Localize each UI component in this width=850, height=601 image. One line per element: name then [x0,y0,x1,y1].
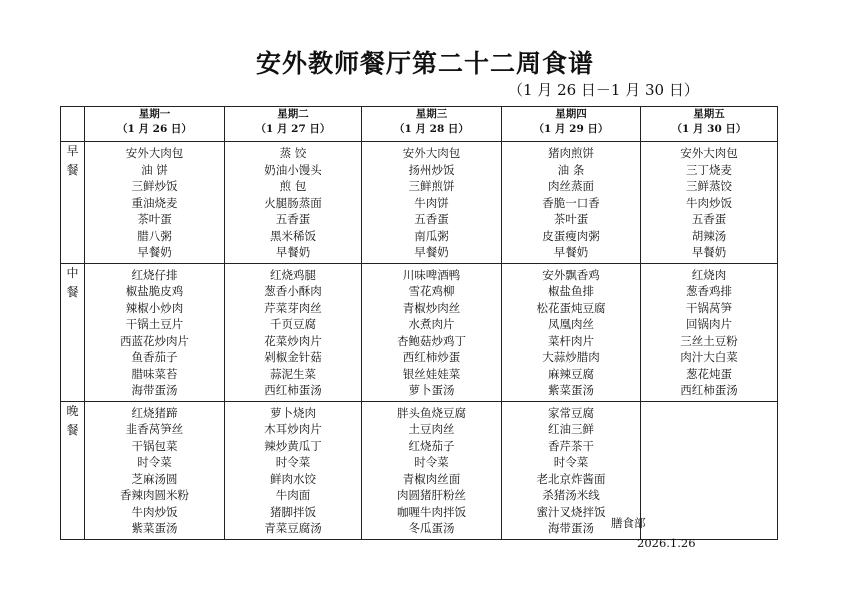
footer-date: 2026.1.26 [637,536,696,550]
dish-item: 肉圆猪肝粉丝 [397,488,466,502]
menu-cell [502,142,641,264]
menu-cell [641,263,778,401]
dish-item: 花菜炒肉片 [264,333,322,348]
dish-item: 安外大肉包 [680,146,738,160]
dish-item: 紫菜蛋汤 [548,383,594,397]
dish-item: 三丁烧麦 [686,162,732,177]
dish-item: 紫菜蛋汤 [131,521,178,535]
dish-item: 猪脚拌饭 [270,504,316,519]
dish-item: 椒盐鱼排 [548,284,594,298]
meal-label [61,263,85,401]
dish-item: 蜜汁叉烧拌饭 [536,504,606,519]
dish-item: 肉汁大白菜 [680,350,738,364]
dish-item: 红烧肉 [691,267,727,282]
dish-item: 早餐奶 [691,245,727,259]
dish-item: 安外大肉包 [402,146,461,160]
dish-item: 葱香鸡排 [686,284,732,298]
dish-item: 香辣肉圆米粉 [120,488,189,502]
dish-item: 萝卜蛋汤 [408,383,455,397]
day-header-tue [225,107,362,142]
dish-item: 辣炒黄瓜丁 [264,438,322,453]
dish-item: 冬瓜蛋汤 [408,521,455,535]
dish-item: 茶叶蛋 [553,212,589,226]
dish-item: 早餐奶 [553,245,589,259]
dish-item: 青椒肉丝面 [402,471,461,486]
dish-item: 时令菜 [414,455,449,469]
dish-item: 香脆一口香 [542,195,600,210]
dish-item: 蒸 饺 [279,146,307,160]
dish-item: 老北京炸酱面 [536,471,606,486]
dish-item: 五香蛋 [691,212,727,226]
dish-item: 腊八粥 [137,228,172,243]
day-date: （1 月 29 日） [533,123,609,135]
dish-item: 香芹茶干 [548,438,594,453]
meal-label-char: 餐 [66,284,79,299]
dish-item: 红烧仔排 [131,267,178,282]
dish-item: 鱼香茄子 [131,350,178,364]
day-date: （1 月 27 日） [255,123,331,135]
day-name: 星期一 [138,108,171,120]
corner-cell [61,107,85,142]
dish-item: 黑米稀饭 [270,228,316,243]
dish-item: 西蓝花炒肉片 [120,333,189,348]
day-header-fri [641,107,778,142]
dish-item: 五香蛋 [414,212,449,226]
dish-item: 油 饼 [141,162,168,177]
dish-item: 火腿肠蒸面 [264,195,322,210]
dish-item: 海带蛋汤 [131,383,178,397]
dish-item: 韭香莴笋丝 [125,422,184,436]
dish-item: 腊味菜苔 [131,366,178,381]
day-name: 星期二 [277,108,309,120]
dish-item: 葱香小酥肉 [264,284,322,298]
day-date: （1 月 26 日） [117,123,192,135]
meal-label-char: 餐 [66,422,79,437]
dish-item: 早餐奶 [275,245,311,259]
dish-item: 椒盐脆皮鸡 [125,284,184,298]
dish-item: 安外大肉包 [125,146,184,160]
dish-item: 芹菜芽肉丝 [264,300,322,315]
dish-item: 胖头鱼烧豆腐 [397,405,466,420]
footer-department: 膳食部 [611,516,646,530]
dish-item: 咖喱牛肉拌饭 [397,504,466,519]
date-range: （1 月 26 日－1 月 30 日） [508,81,699,99]
dish-item: 芝麻汤圆 [131,471,178,486]
menu-table [60,106,778,540]
dish-item: 家常豆腐 [548,405,594,420]
day-name: 星期三 [415,108,448,120]
dish-item: 葱花炖蛋 [686,366,732,381]
dish-item: 三丝土豆粉 [680,333,738,348]
dish-item: 西红柿蛋汤 [680,383,738,397]
page-title: 安外教师餐厅第二十二周食谱 [255,49,594,78]
dish-item: 青椒炒肉丝 [402,300,461,315]
dish-item: 重油烧麦 [131,195,178,210]
dish-item: 三鲜蒸饺 [686,179,732,193]
dish-item: 茶叶蛋 [137,212,172,226]
dish-item: 海带蛋汤 [548,521,594,535]
dish-item: 胡辣汤 [691,228,727,243]
dish-item: 皮蛋瘦肉粥 [542,228,600,243]
meal-label-char: 餐 [66,163,79,177]
dish-item: 三鲜炒饭 [131,179,178,193]
dish-item: 南瓜粥 [414,228,449,243]
dish-item: 牛肉炒饭 [686,195,732,210]
dish-item: 川味啤酒鸭 [402,267,461,282]
dish-item: 西红柿炒蛋 [402,350,461,364]
day-header-wed [362,107,502,142]
dish-item: 肉丝蒸面 [548,179,594,193]
menu-cell [225,401,362,539]
menu-cell [225,263,362,401]
dish-item: 油 条 [557,162,585,177]
dish-item: 银丝娃娃菜 [402,366,461,381]
meal-label-char: 晚 [66,403,79,418]
dish-item: 时令菜 [275,455,311,469]
dish-item: 牛肉饼 [414,195,449,210]
dish-item: 五香蛋 [275,212,311,226]
dish-item: 松花蛋炖豆腐 [536,300,606,315]
dish-item: 奶油小馒头 [264,162,322,177]
dish-item: 萝卜烧肉 [270,405,316,420]
dish-item: 安外飘香鸡 [542,267,600,282]
menu-cell [362,142,502,264]
menu-cell [641,142,778,264]
dish-item: 红烧猪蹄 [131,405,178,420]
day-date: （1 月 28 日） [394,123,469,135]
meal-row-dinner [61,401,778,539]
dish-item: 早餐奶 [414,245,449,259]
menu-cell [641,401,778,539]
day-name: 星期五 [693,108,725,120]
dish-item: 辣椒小炒肉 [125,300,184,315]
dish-item: 猪肉煎饼 [548,146,594,160]
dish-item: 牛肉炒饭 [131,504,178,519]
meal-label-char: 中 [66,265,79,280]
menu-cell [85,263,225,401]
menu-cell [362,263,502,401]
dish-item: 青菜豆腐汤 [264,521,322,535]
dish-item: 大蒜炒腊肉 [542,350,600,364]
meal-row-breakfast [61,142,778,264]
dish-item: 扬州炒饭 [408,162,455,177]
dish-item: 千页豆腐 [270,317,316,331]
day-date: （1 月 30 日） [671,123,747,135]
menu-cell [502,263,641,401]
day-name: 星期四 [555,108,587,120]
meal-row-lunch [61,263,778,401]
day-header-mon [85,107,225,142]
dish-item: 麻辣豆腐 [548,366,594,381]
dish-item: 三鲜煎饼 [408,179,455,193]
dish-item: 时令菜 [553,455,589,469]
day-header-thu [502,107,641,142]
menu-cell [85,401,225,539]
dish-item: 红烧鸡腿 [270,267,316,282]
dish-item: 雪花鸡柳 [408,284,455,298]
meal-label-char: 早 [66,144,79,158]
dish-item: 杏鲍菇炒鸡丁 [397,333,466,348]
meal-label [61,401,85,539]
dish-item: 早餐奶 [137,245,172,259]
menu-cell [362,401,502,539]
dish-item: 凤凰肉丝 [548,317,594,331]
dish-item: 时令菜 [137,455,172,469]
dish-item: 西红柿蛋汤 [264,383,322,397]
dish-item: 红油三鲜 [548,422,594,436]
dish-item: 干锅莴笋 [686,300,732,315]
dish-item: 煎 包 [279,179,307,193]
dish-item: 木耳炒肉片 [264,422,322,436]
dish-item: 菜杆肉片 [548,333,594,348]
header-row [61,107,778,142]
menu-cell [85,142,225,264]
dish-item: 水煮肉片 [408,317,455,331]
meal-label [61,142,85,264]
dish-item: 杀猪汤米线 [542,488,600,502]
dish-item: 干锅包菜 [131,438,178,453]
dish-item: 剁椒金针菇 [264,350,322,364]
dish-item: 牛肉面 [275,488,311,502]
dish-item: 干锅土豆片 [125,317,184,331]
dish-item: 土豆肉丝 [408,422,455,436]
dish-item: 回锅肉片 [686,317,732,331]
dish-item: 红烧茄子 [408,438,455,453]
dish-item: 蒜泥生菜 [270,366,316,381]
dish-item: 鲜肉水饺 [270,471,316,486]
menu-cell [225,142,362,264]
